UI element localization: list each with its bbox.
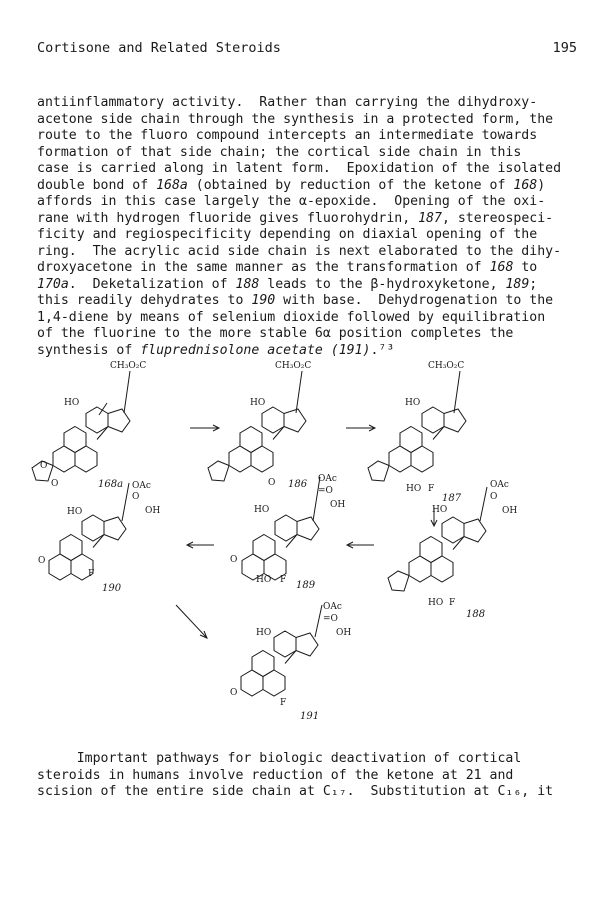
compound-label-189: 189 (296, 580, 316, 591)
side-chain-bond (315, 605, 322, 637)
text-line: scision of the entire side chain at C₁₇. Substitution at C₁₆, it (37, 784, 554, 799)
text-line: steroids in humans involve reduction of the ketone at 21 and (37, 767, 514, 783)
text-line: droxyacetone in the same manner as the transformation of 168 to (37, 260, 538, 275)
text-line: ring. The acrylic acid side chain is next elaborated to the dihy- (37, 243, 562, 259)
compound-187 (368, 361, 466, 504)
epoxide-oxygen: O (268, 478, 276, 488)
page-number: 195 (552, 40, 577, 56)
reaction-arrow-6 (176, 605, 206, 637)
acetate-group: OAc (323, 602, 342, 612)
text-line: synthesis of fluprednisolone acetate (191).⁷³ (37, 342, 395, 358)
hydroxyl-group: HO (428, 598, 444, 608)
ketone-oxygen: O (132, 492, 140, 502)
compound-label-190: 190 (102, 583, 122, 594)
ketone-oxygen: O (38, 556, 46, 566)
hydroxyl-group: HO (254, 505, 270, 515)
text-line: 1,4-diene by means of selenium dioxide followed by equilibration (37, 309, 546, 325)
fluorine: F (449, 598, 456, 608)
side-chain-bond (124, 371, 130, 413)
hydroxyl-group: OH (145, 506, 161, 516)
compound-191 (230, 602, 351, 722)
hydroxyl-group: HO (250, 398, 266, 408)
hydroxyl-group: OH (336, 628, 352, 638)
compound-label-188: 188 (466, 609, 486, 620)
text-line: case is carried along in latent form. Epoxidation of the isolated (37, 161, 562, 176)
hydroxyl-group: HO (64, 398, 80, 408)
running-header (37, 40, 577, 60)
hydroxyl-group: HO (256, 575, 272, 585)
ketone-oxygen: O (230, 688, 238, 698)
compound-label-187: 187 (442, 493, 462, 504)
ester-group: CH₃O₂C (275, 361, 312, 371)
text-line: acetone side chain through the synthesis in a protected form, the (37, 111, 554, 127)
ketal-oxygen: O (51, 479, 59, 489)
running-title: Cortisone and Related Steroids (37, 40, 281, 56)
side-chain-bond (480, 487, 487, 521)
acetate-group: OAc (490, 480, 509, 490)
compound-label-191: 191 (300, 711, 320, 722)
hydroxyl-group: HO (67, 507, 83, 517)
text-line: 170a. Deketalization of 188 leads to the β-hydroxyketone, 189; (37, 276, 538, 292)
paragraph-main (37, 95, 582, 359)
text-line: this readily dehydrates to 190 with base. Dehydrogenation to the (37, 293, 554, 308)
acetate-group: OAc (318, 474, 337, 484)
ketone-oxygen: =O (323, 614, 338, 624)
hydroxyl-group: HO (405, 398, 421, 408)
text-line: Important pathways for biologic deactivation of cortical (37, 751, 522, 766)
text-line: affords in this case largely the α-epoxide. Opening of the oxi- (37, 194, 546, 209)
text-line: double bond of 168a (obtained by reduction of the ketone of 168) (37, 177, 546, 193)
compound-186 (208, 361, 311, 490)
hydroxyl-group: HO (406, 484, 422, 494)
text-line: route to the fluoro compound intercepts an intermediate towards (37, 128, 538, 143)
fluorine: F (428, 484, 435, 494)
paragraph-bottom (37, 751, 582, 801)
ketone-oxygen: O (490, 492, 498, 502)
side-chain-bond (296, 371, 302, 413)
fluorine: F (88, 569, 95, 579)
compound-189 (230, 474, 345, 591)
text-line: of the fluorine to the more stable 6α position completes the (37, 326, 514, 341)
compound-label-186: 186 (288, 479, 308, 490)
side-chain-bond (454, 371, 460, 413)
ester-group: CH₃O₂C (428, 361, 465, 371)
ester-group: CH₃O₂C (110, 361, 147, 371)
hydroxyl-group: OH (502, 506, 518, 516)
compound-label-168a: 168a (98, 479, 124, 490)
text-line: antiinflammatory activity. Rather than carrying the dihydroxy- (37, 95, 538, 110)
text-line: rane with hydrogen fluoride gives fluorohydrin, 187, stereospeci- (37, 210, 554, 226)
ketone-oxygen: O (230, 555, 238, 565)
reaction-scheme (0, 355, 614, 745)
acetate-group: OAc (132, 481, 151, 491)
compound-168a (32, 361, 146, 490)
ketone-oxygen: =O (318, 486, 333, 496)
ketal-oxygen: O (40, 461, 48, 471)
hydroxyl-group: OH (330, 500, 346, 510)
fluorine: F (280, 575, 287, 585)
hydroxyl-group: HO (256, 628, 272, 638)
fluorine: F (280, 698, 287, 708)
hydroxyl-group: HO (432, 505, 448, 515)
compound-190 (38, 481, 160, 594)
text-line: ficity and regiospecificity depending on diaxial opening of the (37, 227, 538, 242)
text-line: formation of that side chain; the cortical side chain in this (37, 144, 522, 160)
